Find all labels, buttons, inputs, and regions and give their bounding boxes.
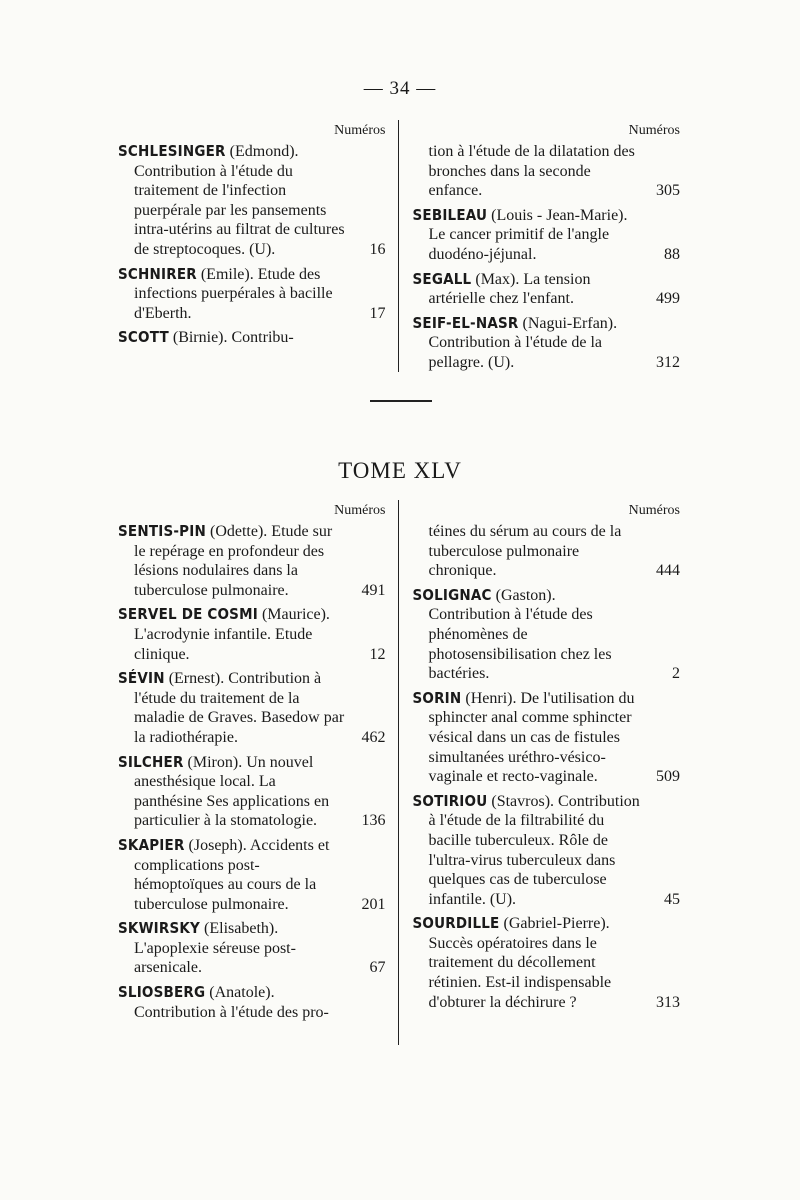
index-entry bbox=[413, 314, 681, 373]
author-name: SERVEL DE COSMI bbox=[118, 605, 258, 624]
left-column bbox=[118, 500, 398, 1045]
right-column bbox=[398, 500, 681, 1045]
entry-list bbox=[118, 142, 386, 348]
entry-title: (Emile). Etude des infections puerpérales à bacille d'Eberth. bbox=[134, 265, 333, 322]
index-entry bbox=[118, 605, 386, 664]
entry-text bbox=[413, 689, 681, 787]
author-name: SOURDILLE bbox=[412, 914, 500, 933]
index-entry bbox=[118, 669, 386, 747]
right-column bbox=[398, 120, 681, 372]
entry-number: 16 bbox=[369, 240, 386, 258]
entry-title: tion à l'étude de la dilatation des bronches dans la seconde enfance. bbox=[428, 143, 635, 200]
index-entry bbox=[118, 522, 386, 600]
entry-text bbox=[118, 669, 386, 747]
entry-text bbox=[118, 753, 386, 831]
entry-number: 462 bbox=[361, 728, 386, 746]
index-entry bbox=[118, 753, 386, 831]
index-entry bbox=[118, 983, 386, 1022]
entry-title: (Max). La tension artérielle chez l'enfant. bbox=[428, 270, 591, 308]
author-name: SOLIGNAC bbox=[412, 585, 492, 604]
entry-text bbox=[118, 522, 386, 600]
entry-text bbox=[118, 328, 386, 348]
entry-title: (Birnie). Contribu- bbox=[168, 329, 294, 347]
entry-text bbox=[118, 605, 386, 664]
entry-title: (Elisabeth). L'apoplexie séreuse post-arsenicale. bbox=[134, 920, 296, 977]
entry-title: (Ernest). Contribution à l'étude du traitement de la maladie de Graves. Basedow par la radiothérapie. bbox=[134, 670, 345, 746]
entry-number: 12 bbox=[369, 645, 386, 663]
entry-text bbox=[413, 270, 681, 309]
entry-title: (Gaston). Contribution à l'étude des phénomènes de photosensibilisation chez les bactéries. bbox=[428, 586, 612, 683]
author-name: SÉVIN bbox=[118, 669, 165, 688]
index-entry bbox=[413, 689, 681, 787]
index-section-1 bbox=[118, 120, 680, 372]
author-name: SLIOSBERG bbox=[118, 983, 206, 1002]
entry-title: (Stavros). Contribution à l'étude de la filtrabilité du bacille tuberculeux. Rôle de l'ultra-virus tuberculeux dans quelques cas de tuberculose infantile. (U). bbox=[428, 792, 640, 908]
entry-number: 67 bbox=[369, 959, 386, 977]
entry-title: (Miron). Un nouvel anesthésique local. La panthésine Ses applications en particulier à la stomatologie. bbox=[134, 753, 330, 830]
entry-title: (Maurice). L'acrodynie infantile. Etude clinique. bbox=[134, 606, 330, 663]
entry-title: (Henri). De l'utilisation du sphincter anal comme sphincter vésical dans un cas de fistules simultanées uréthro-vésico-vaginale et recto-vaginale. bbox=[428, 689, 635, 786]
author-name: SCHLESINGER bbox=[118, 142, 226, 160]
index-entry bbox=[118, 142, 386, 260]
author-name: SCHNIRER bbox=[118, 264, 197, 283]
entry-text bbox=[413, 586, 681, 684]
index-entry bbox=[413, 206, 681, 265]
numeros-header: Numéros bbox=[628, 123, 680, 138]
entry-text bbox=[118, 265, 386, 324]
entry-text bbox=[413, 914, 681, 1012]
entry-list bbox=[413, 142, 681, 373]
entry-text bbox=[413, 522, 681, 581]
index-entry bbox=[413, 270, 681, 309]
entry-title: (Louis - Jean-Marie). Le cancer primitif de l'angle duodéno-jéjunal. bbox=[428, 206, 628, 263]
entry-number: 312 bbox=[656, 353, 680, 371]
entry-number: 17 bbox=[369, 304, 386, 322]
index-entry bbox=[413, 914, 681, 1012]
entry-number: 2 bbox=[672, 665, 680, 683]
entry-title: téines du sérum au cours de la tuberculose pulmonaire chronique. bbox=[428, 523, 622, 580]
entry-text bbox=[118, 919, 386, 978]
page-number: — 34 — bbox=[363, 78, 437, 99]
numeros-header: Numéros bbox=[334, 503, 386, 518]
author-name: SEIF-EL-NASR bbox=[412, 313, 519, 332]
index-entry bbox=[413, 586, 681, 684]
tome-title: TOME XLV bbox=[338, 458, 462, 483]
author-name: SCOTT bbox=[118, 328, 169, 347]
author-name: SKAPIER bbox=[118, 835, 185, 854]
author-name: SEGALL bbox=[412, 269, 472, 288]
entry-text bbox=[413, 206, 681, 265]
entry-title: (Edmond). Contribution à l'étude du traitement de l'infection puerpérale par les pansements intra-utérins au filtrat de cultures de streptocoques. (U). bbox=[134, 143, 345, 258]
entry-number: 136 bbox=[361, 812, 386, 830]
index-entry bbox=[118, 919, 386, 978]
numeros-header: Numéros bbox=[628, 503, 680, 518]
section-divider bbox=[370, 400, 432, 402]
index-entry bbox=[118, 328, 386, 348]
entry-text bbox=[118, 142, 386, 260]
entry-number: 313 bbox=[656, 993, 680, 1011]
entry-list bbox=[413, 522, 681, 1012]
entry-number: 45 bbox=[664, 890, 680, 908]
entry-title: (Joseph). Accidents et complications post-hémoptoïques au cours de la tuberculose pulmonaire. bbox=[134, 836, 330, 913]
author-name: SILCHER bbox=[118, 752, 184, 771]
entry-title: (Gabriel-Pierre). Succès opératoires dans le traitement du décollement rétinien. Est-il indispensable d'obturer la déchirure ? bbox=[428, 915, 612, 1011]
entry-number: 444 bbox=[656, 562, 680, 580]
entry-text bbox=[413, 314, 681, 373]
entry-title: (Nagui-Erfan). Contribution à l'étude de la pellagre. (U). bbox=[428, 314, 618, 371]
entry-number: 499 bbox=[656, 290, 680, 308]
entry-title: (Anatole). Contribution à l'étude des pro- bbox=[134, 984, 329, 1021]
entry-number: 201 bbox=[361, 895, 386, 913]
index-entry bbox=[118, 265, 386, 324]
index-entry bbox=[413, 142, 681, 201]
entry-number: 509 bbox=[656, 768, 680, 786]
entry-number: 305 bbox=[656, 182, 680, 200]
author-name: SENTIS-PIN bbox=[118, 522, 206, 540]
index-section-2 bbox=[118, 500, 680, 1045]
entry-number: 88 bbox=[664, 245, 680, 263]
numeros-header: Numéros bbox=[334, 123, 386, 138]
entry-text bbox=[118, 836, 386, 914]
author-name: SKWIRSKY bbox=[118, 919, 201, 938]
entry-number: 491 bbox=[361, 581, 386, 599]
index-entry bbox=[413, 522, 681, 581]
entry-text bbox=[413, 142, 681, 201]
author-name: SEBILEAU bbox=[412, 205, 488, 224]
index-entry bbox=[413, 792, 681, 910]
entry-list bbox=[118, 522, 386, 1022]
entry-text bbox=[118, 983, 386, 1022]
entry-text bbox=[413, 792, 681, 910]
author-name: SORIN bbox=[412, 688, 462, 707]
left-column bbox=[118, 120, 398, 372]
index-entry bbox=[118, 836, 386, 914]
author-name: SOTIRIOU bbox=[412, 791, 488, 810]
entry-title: (Odette). Etude sur le repérage en profondeur des lésions nodulaires dans la tuberculose pulmonaire. bbox=[134, 523, 333, 599]
